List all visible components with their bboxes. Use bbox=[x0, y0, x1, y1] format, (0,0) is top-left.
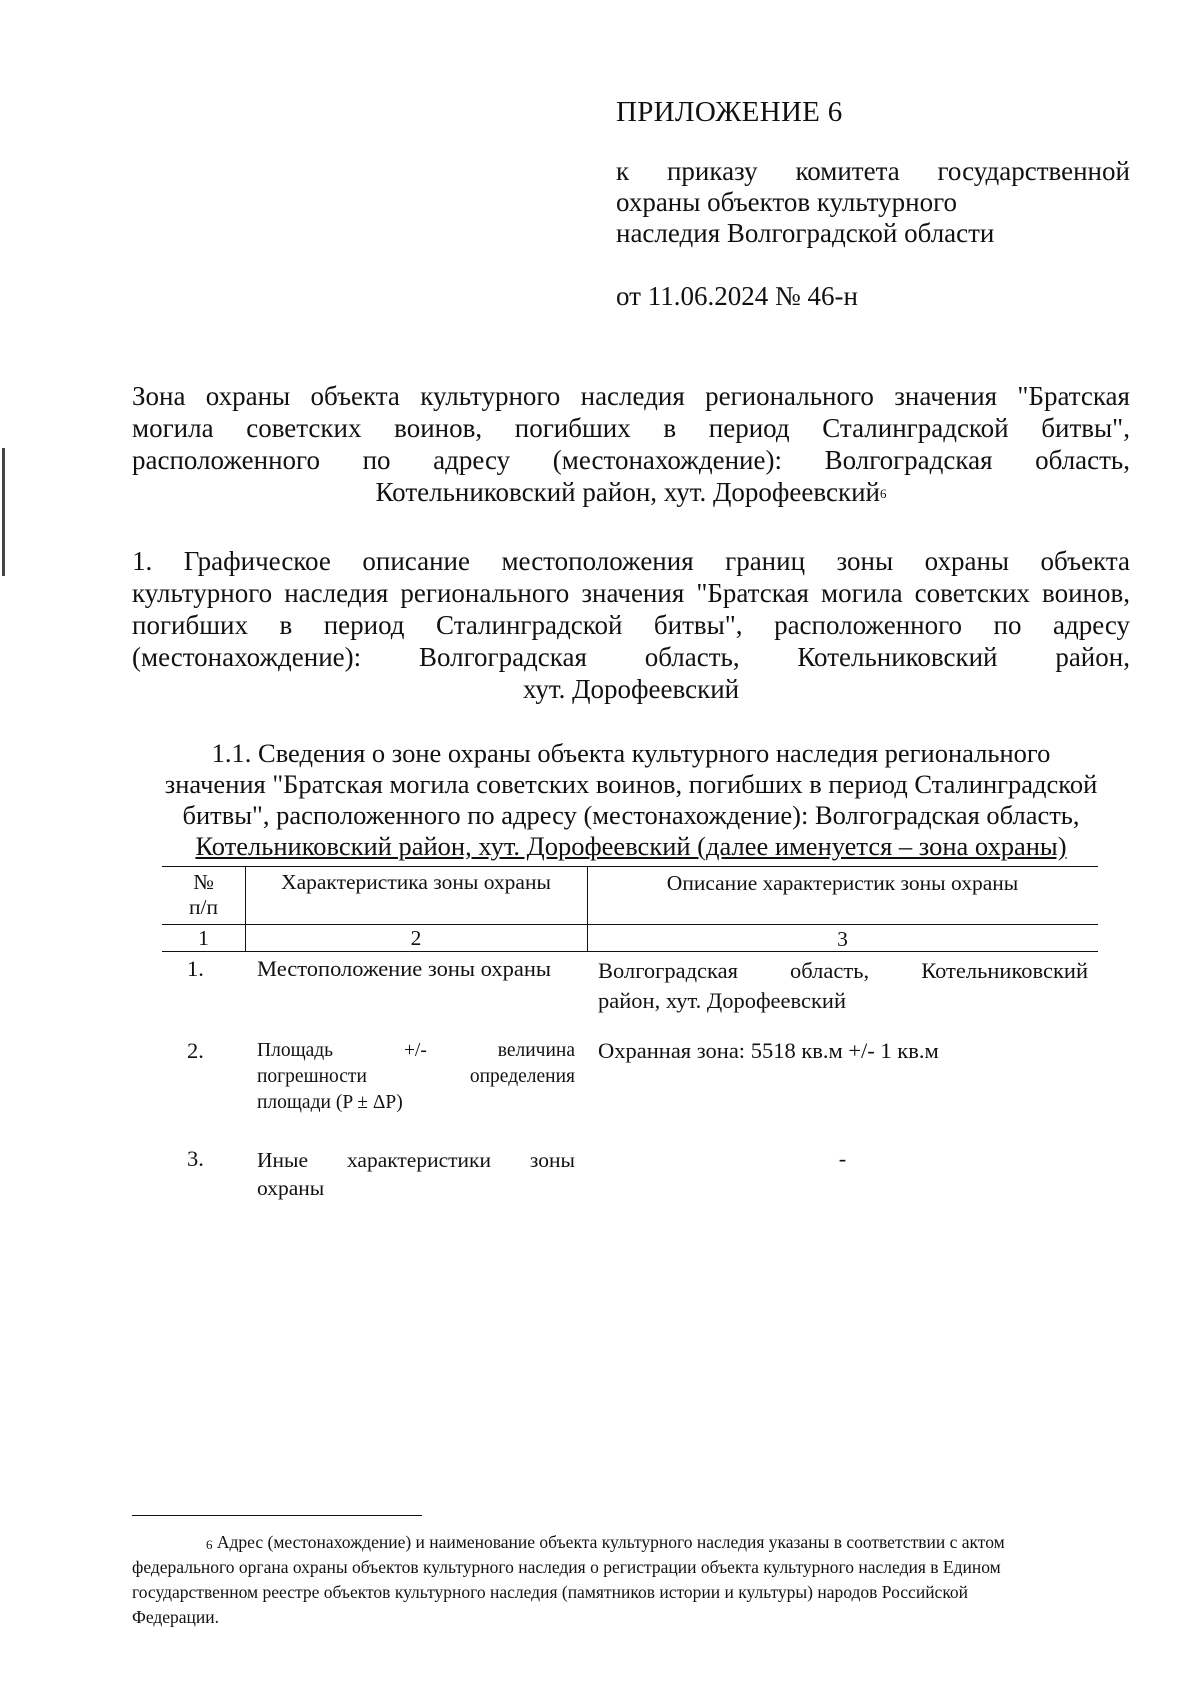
table-header-description: Описание характеристик зоны охраны bbox=[666, 871, 1019, 895]
scan-margin-mark bbox=[2, 448, 5, 576]
zone-title-address: Котельниковский район, хут. Дорофеевский bbox=[375, 477, 880, 507]
appendix-title: ПРИЛОЖЕНИЕ 6 bbox=[616, 96, 843, 128]
footnote bbox=[132, 1530, 1130, 1630]
word: расположенного bbox=[132, 445, 320, 475]
word: могила bbox=[132, 413, 214, 443]
word: воинов, bbox=[394, 413, 483, 443]
word: "Братская bbox=[1017, 381, 1130, 411]
appendix-date: от 11.06.2024 № 46-н bbox=[616, 281, 858, 311]
section-1-1-underlined-line: Котельниковский район, хут. Дорофеевский (далее именуется – зона охраны) bbox=[195, 831, 1067, 861]
table-row-1-description-line-1 bbox=[598, 956, 1088, 986]
word: (местонахождение): bbox=[132, 642, 362, 672]
word: адресу bbox=[1052, 610, 1130, 640]
word: государственной bbox=[937, 156, 1130, 186]
zone-title bbox=[132, 380, 1130, 508]
section-1-1-line-3: битвы", расположенного по адресу (местонахождение): Волгоградская область, bbox=[182, 800, 1080, 830]
word: наследия bbox=[580, 381, 685, 411]
word: 1. bbox=[132, 546, 153, 576]
word: к bbox=[616, 156, 630, 186]
word: культурного bbox=[420, 381, 561, 411]
footnote-line-1 bbox=[132, 1530, 1130, 1555]
table-row-3-characteristic bbox=[257, 1146, 575, 1202]
word: Графическое bbox=[183, 546, 331, 576]
word: значения bbox=[894, 381, 998, 411]
word: определения bbox=[469, 1066, 575, 1087]
section-1-1 bbox=[132, 738, 1130, 862]
appendix-reference-line-2: охраны объектов культурного bbox=[616, 187, 957, 217]
word: битвы", bbox=[653, 610, 743, 640]
section-1 bbox=[132, 545, 1130, 705]
word: охраны bbox=[205, 381, 291, 411]
word: Сталинградской bbox=[822, 413, 1009, 443]
word: в bbox=[279, 610, 293, 640]
word: характеристики bbox=[346, 1148, 491, 1172]
table-row-2-characteristic-line-3: площади (P ± ΔP) bbox=[257, 1092, 403, 1113]
word: погибших bbox=[132, 610, 248, 640]
word: область, bbox=[790, 958, 870, 983]
table-row-3-characteristic-line-1 bbox=[257, 1146, 575, 1174]
word: регионального bbox=[705, 381, 874, 411]
word: Зона bbox=[132, 381, 186, 411]
section-1-line-2 bbox=[132, 577, 1130, 609]
table-row-2-description: Охранная зона: 5518 кв.м +/- 1 кв.м bbox=[598, 1038, 939, 1063]
section-1-1-line-2: значения "Братская могила советских воинов, погибших в период Сталинградской bbox=[164, 769, 1098, 799]
word: адресу bbox=[433, 445, 511, 475]
word: битвы", bbox=[1041, 413, 1130, 443]
word: описание bbox=[362, 546, 470, 576]
section-1-1-line-4 bbox=[132, 831, 1130, 862]
footnote-line-2: федерального органа охраны объектов культурного наследия о регистрации объекта культурного наследия в Едином bbox=[132, 1557, 1001, 1577]
table-row-3-number: 3. bbox=[187, 1146, 204, 1171]
appendix-reference-line-3: наследия Волгоградской области bbox=[616, 218, 995, 248]
word: величина bbox=[497, 1040, 575, 1061]
table-header-characteristic: Характеристика зоны охраны bbox=[281, 870, 551, 894]
word: Котельниковский bbox=[921, 958, 1088, 983]
section-1-line-3 bbox=[132, 609, 1130, 641]
table-column-number-2: 2 bbox=[410, 926, 422, 950]
word: объекта bbox=[1040, 546, 1130, 576]
word: Площадь bbox=[257, 1040, 334, 1061]
word: воинов, bbox=[1042, 578, 1130, 608]
word: по bbox=[993, 610, 1022, 640]
word: по bbox=[362, 445, 391, 475]
word: период bbox=[708, 413, 790, 443]
word: значения bbox=[581, 578, 685, 608]
word: охраны bbox=[924, 546, 1010, 576]
word: советских bbox=[914, 578, 1030, 608]
word: Волгоградская bbox=[418, 642, 587, 672]
word: Сталинградской bbox=[436, 610, 623, 640]
word: район, bbox=[1055, 642, 1130, 672]
word: (местонахождение): bbox=[552, 445, 782, 475]
appendix-reference-line-1 bbox=[616, 156, 1130, 187]
section-1-1-line-1: 1.1. Сведения о зоне охраны объекта культурного наследия регионального bbox=[211, 738, 1051, 768]
table-row-1-description bbox=[598, 956, 1088, 1016]
zone-title-line-3 bbox=[132, 444, 1130, 476]
table-header-number: № п/п bbox=[189, 870, 218, 919]
word: приказу bbox=[666, 156, 758, 186]
word: наследия bbox=[284, 578, 389, 608]
table-column-number-1: 1 bbox=[198, 926, 209, 950]
word: Волгоградская bbox=[824, 445, 993, 475]
table-row-2-characteristic-line-1 bbox=[257, 1038, 575, 1064]
zone-title-line-1 bbox=[132, 380, 1130, 412]
word: Котельниковский bbox=[797, 642, 998, 672]
word: границ bbox=[725, 546, 806, 576]
section-1-line-1 bbox=[132, 545, 1130, 577]
word: советских bbox=[246, 413, 362, 443]
table-row-1-number: 1. bbox=[187, 956, 204, 981]
word: расположенного bbox=[774, 610, 963, 640]
word: объекта bbox=[310, 381, 400, 411]
word: могила bbox=[820, 578, 903, 608]
footnote-line-4: Федерации. bbox=[132, 1607, 220, 1627]
word: Волгоградская bbox=[598, 958, 738, 983]
section-1-line-5: хут. Дорофеевский bbox=[522, 674, 740, 704]
section-1-line-4 bbox=[132, 641, 1130, 673]
footnote-separator bbox=[132, 1515, 422, 1516]
footnote-line-3: государственном реестре объектов культурного наследия (памятников истории и культуры) народов Российской bbox=[132, 1582, 969, 1602]
word: погрешности bbox=[257, 1066, 367, 1087]
word: погибших bbox=[514, 413, 631, 443]
word: в bbox=[663, 413, 677, 443]
zone-characteristics-table bbox=[162, 866, 1098, 1206]
word: "Братская bbox=[696, 578, 809, 608]
zone-title-line-2 bbox=[132, 412, 1130, 444]
table-row-1-description-line-2: район, хут. Дорофеевский bbox=[598, 988, 846, 1013]
table-row-1-characteristic: Местоположение зоны охраны bbox=[257, 956, 551, 981]
table-row-2-characteristic-line-2 bbox=[257, 1064, 575, 1090]
footnote-text: Адрес (местонахождение) и наименование объекта культурного наследия указаны в соответствии с актом bbox=[216, 1532, 1005, 1552]
word: период bbox=[323, 610, 405, 640]
footnote-marker: 6 bbox=[206, 1537, 213, 1552]
word: зоны bbox=[529, 1148, 575, 1172]
footnote-reference: 6 bbox=[879, 486, 887, 501]
appendix-reference bbox=[616, 156, 1130, 249]
word: культурного bbox=[132, 578, 273, 608]
table-row-3-characteristic-line-2: охраны bbox=[257, 1176, 325, 1200]
table-row-2-number: 2. bbox=[187, 1038, 204, 1063]
word: Иные bbox=[257, 1148, 309, 1172]
zone-title-line-4 bbox=[132, 476, 1130, 508]
table-row-3-description: - bbox=[838, 1146, 847, 1171]
word: +/- bbox=[403, 1040, 427, 1061]
table-rule-top bbox=[162, 866, 1098, 867]
word: регионального bbox=[400, 578, 570, 608]
word: комитета bbox=[795, 156, 900, 186]
word: область, bbox=[1035, 445, 1130, 475]
word: зоны bbox=[836, 546, 894, 576]
table-column-number-3: 3 bbox=[837, 927, 848, 951]
word: местоположения bbox=[501, 546, 694, 576]
table-row-2-characteristic bbox=[257, 1038, 575, 1116]
word: область, bbox=[644, 642, 740, 672]
